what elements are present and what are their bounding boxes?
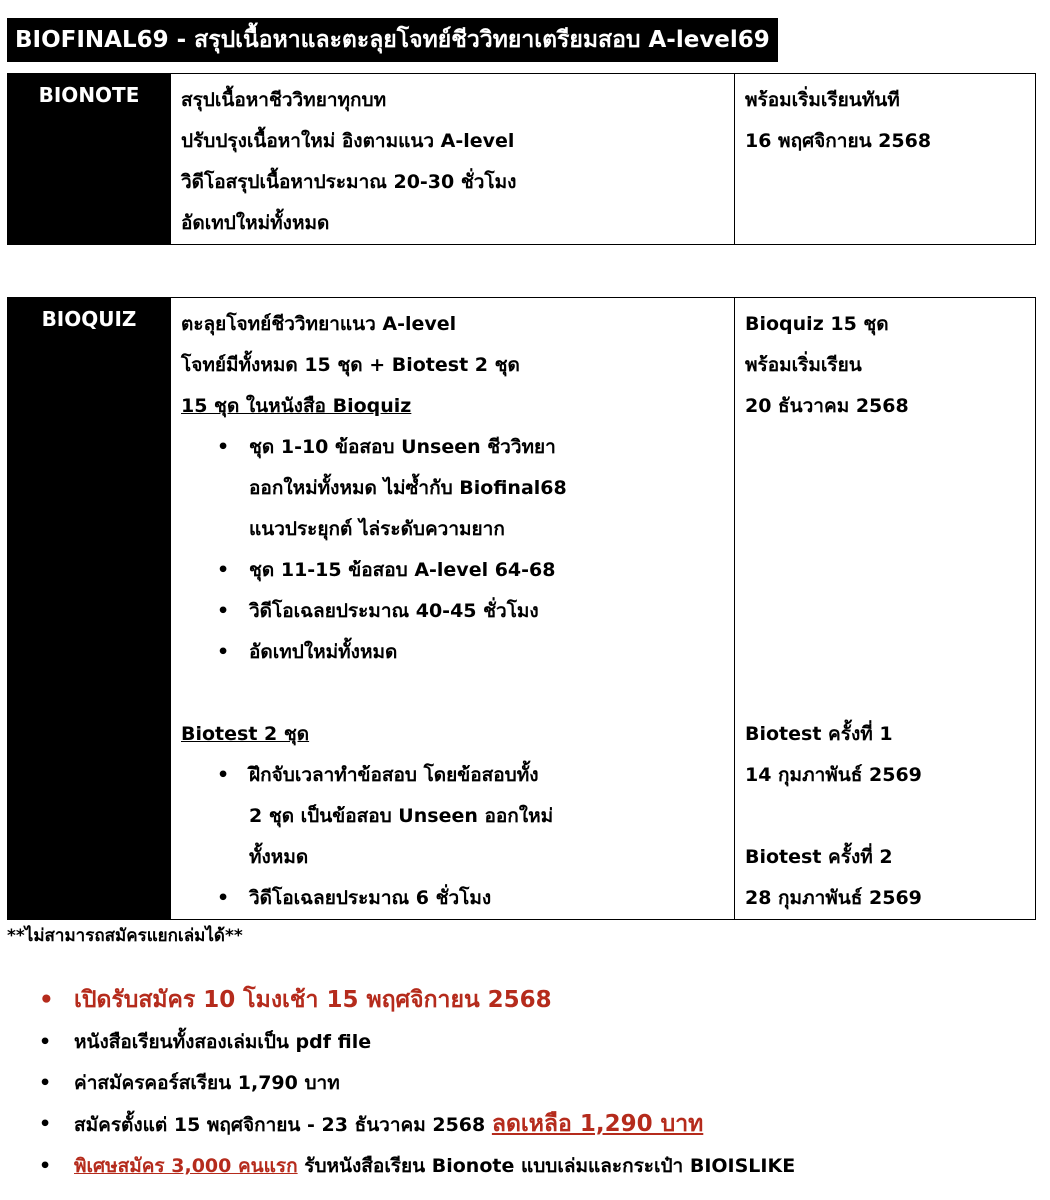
page-title: BIOFINAL69 - สรุปเนื้อหาและตะลุยโจทย์ชีววิทยาเตรียมสอบ A-level69 xyxy=(7,18,778,62)
list-item: • วิดีโอเฉลยประมาณ 6 ชั่วโมง xyxy=(211,878,734,919)
bioquiz-schedule-line: พร้อมเริ่มเรียน xyxy=(745,354,862,376)
bioquiz-content xyxy=(171,298,735,920)
list-item: • ค่าสมัครคอร์สเรียน 1,790 บาท xyxy=(7,1063,1047,1104)
bioquiz-intro-line: ตะลุยโจทย์ชีววิทยาแนว A-level xyxy=(181,313,457,335)
special-offer: พิเศษสมัคร 3,000 คนแรก xyxy=(74,1155,298,1177)
biotest1-date: 14 กุมภาพันธ์ 2569 xyxy=(745,764,922,786)
special-offer-detail: รับหนังสือเรียน Bionote แบบเล่มและกระเป๋า BIOISLIKE xyxy=(304,1155,796,1177)
bionote-start-date: 16 พฤศจิกายน 2568 xyxy=(745,130,932,152)
list-item: • ชุด 1-10 ข้อสอบ Unseen ชีววิทยา ออกใหม่ทั้งหมด ไม่ซ้ำกับ Biofinal68 แนวประยุกต์ ไล่ระดับความยาก xyxy=(211,427,734,550)
list-item xyxy=(7,1104,1047,1146)
info-bullets xyxy=(7,978,1047,1187)
list-item: • ฝึกจับเวลาทำข้อสอบ โดยข้อสอบทั้ง 2 ชุด เป็นข้อสอบ Unseen ออกใหม่ ทั้งหมด xyxy=(211,755,734,878)
bionote-line: ปรับปรุงเนื้อหาใหม่ อิงตามแนว A-level xyxy=(181,130,515,152)
bionote-line: สรุปเนื้อหาชีววิทยาทุกบท xyxy=(181,89,387,111)
discount-price: ลดเหลือ 1,290 บาท xyxy=(491,1111,704,1137)
bioquiz-table xyxy=(7,297,1036,920)
bionote-label: BIONOTE xyxy=(8,74,171,245)
list-item: • เปิดรับสมัคร 10 โมงเช้า 15 พฤศจิกายน 2568 xyxy=(7,978,1047,1022)
no-separate-purchase-note: **ไม่สามารถสมัครแยกเล่มได้** xyxy=(7,926,243,946)
bioquiz-book-heading: 15 ชุด ในหนังสือ Bioquiz xyxy=(181,395,412,417)
bionote-schedule xyxy=(735,74,1036,245)
list-item: • หนังสือเรียนทั้งสองเล่มเป็น pdf file xyxy=(7,1022,1047,1063)
bionote-start-text: พร้อมเริ่มเรียนทันที xyxy=(745,89,900,111)
biotest-list xyxy=(181,755,734,919)
list-item: • ชุด 11-15 ข้อสอบ A-level 64-68 xyxy=(211,550,734,591)
list-item xyxy=(7,1146,1047,1187)
bionote-content xyxy=(171,74,735,245)
biotest2-title: Biotest ครั้งที่ 2 xyxy=(745,846,893,868)
bionote-line: อัดเทปใหม่ทั้งหมด xyxy=(181,212,330,234)
bioquiz-book-list xyxy=(181,427,734,673)
bioquiz-schedule xyxy=(735,298,1036,920)
bionote-table xyxy=(7,73,1036,245)
bioquiz-intro-line: โจทย์มีทั้งหมด 15 ชุด + Biotest 2 ชุด xyxy=(181,354,520,376)
bioquiz-schedule-line: 20 ธันวาคม 2568 xyxy=(745,395,909,417)
biotest-heading: Biotest 2 ชุด xyxy=(181,723,310,745)
bioquiz-schedule-line: Bioquiz 15 ชุด xyxy=(745,313,889,335)
bioquiz-label: BIOQUIZ xyxy=(8,298,171,920)
biotest1-title: Biotest ครั้งที่ 1 xyxy=(745,723,893,745)
biotest2-date: 28 กุมภาพันธ์ 2569 xyxy=(745,887,922,909)
list-item: • วิดีโอเฉลยประมาณ 40-45 ชั่วโมง xyxy=(211,591,734,632)
discount-period: สมัครตั้งแต่ 15 พฤศจิกายน - 23 ธันวาคม 2568 xyxy=(74,1114,486,1136)
list-item: • อัดเทปใหม่ทั้งหมด xyxy=(211,632,734,673)
bionote-line: วิดีโอสรุปเนื้อหาประมาณ 20-30 ชั่วโมง xyxy=(181,171,517,193)
